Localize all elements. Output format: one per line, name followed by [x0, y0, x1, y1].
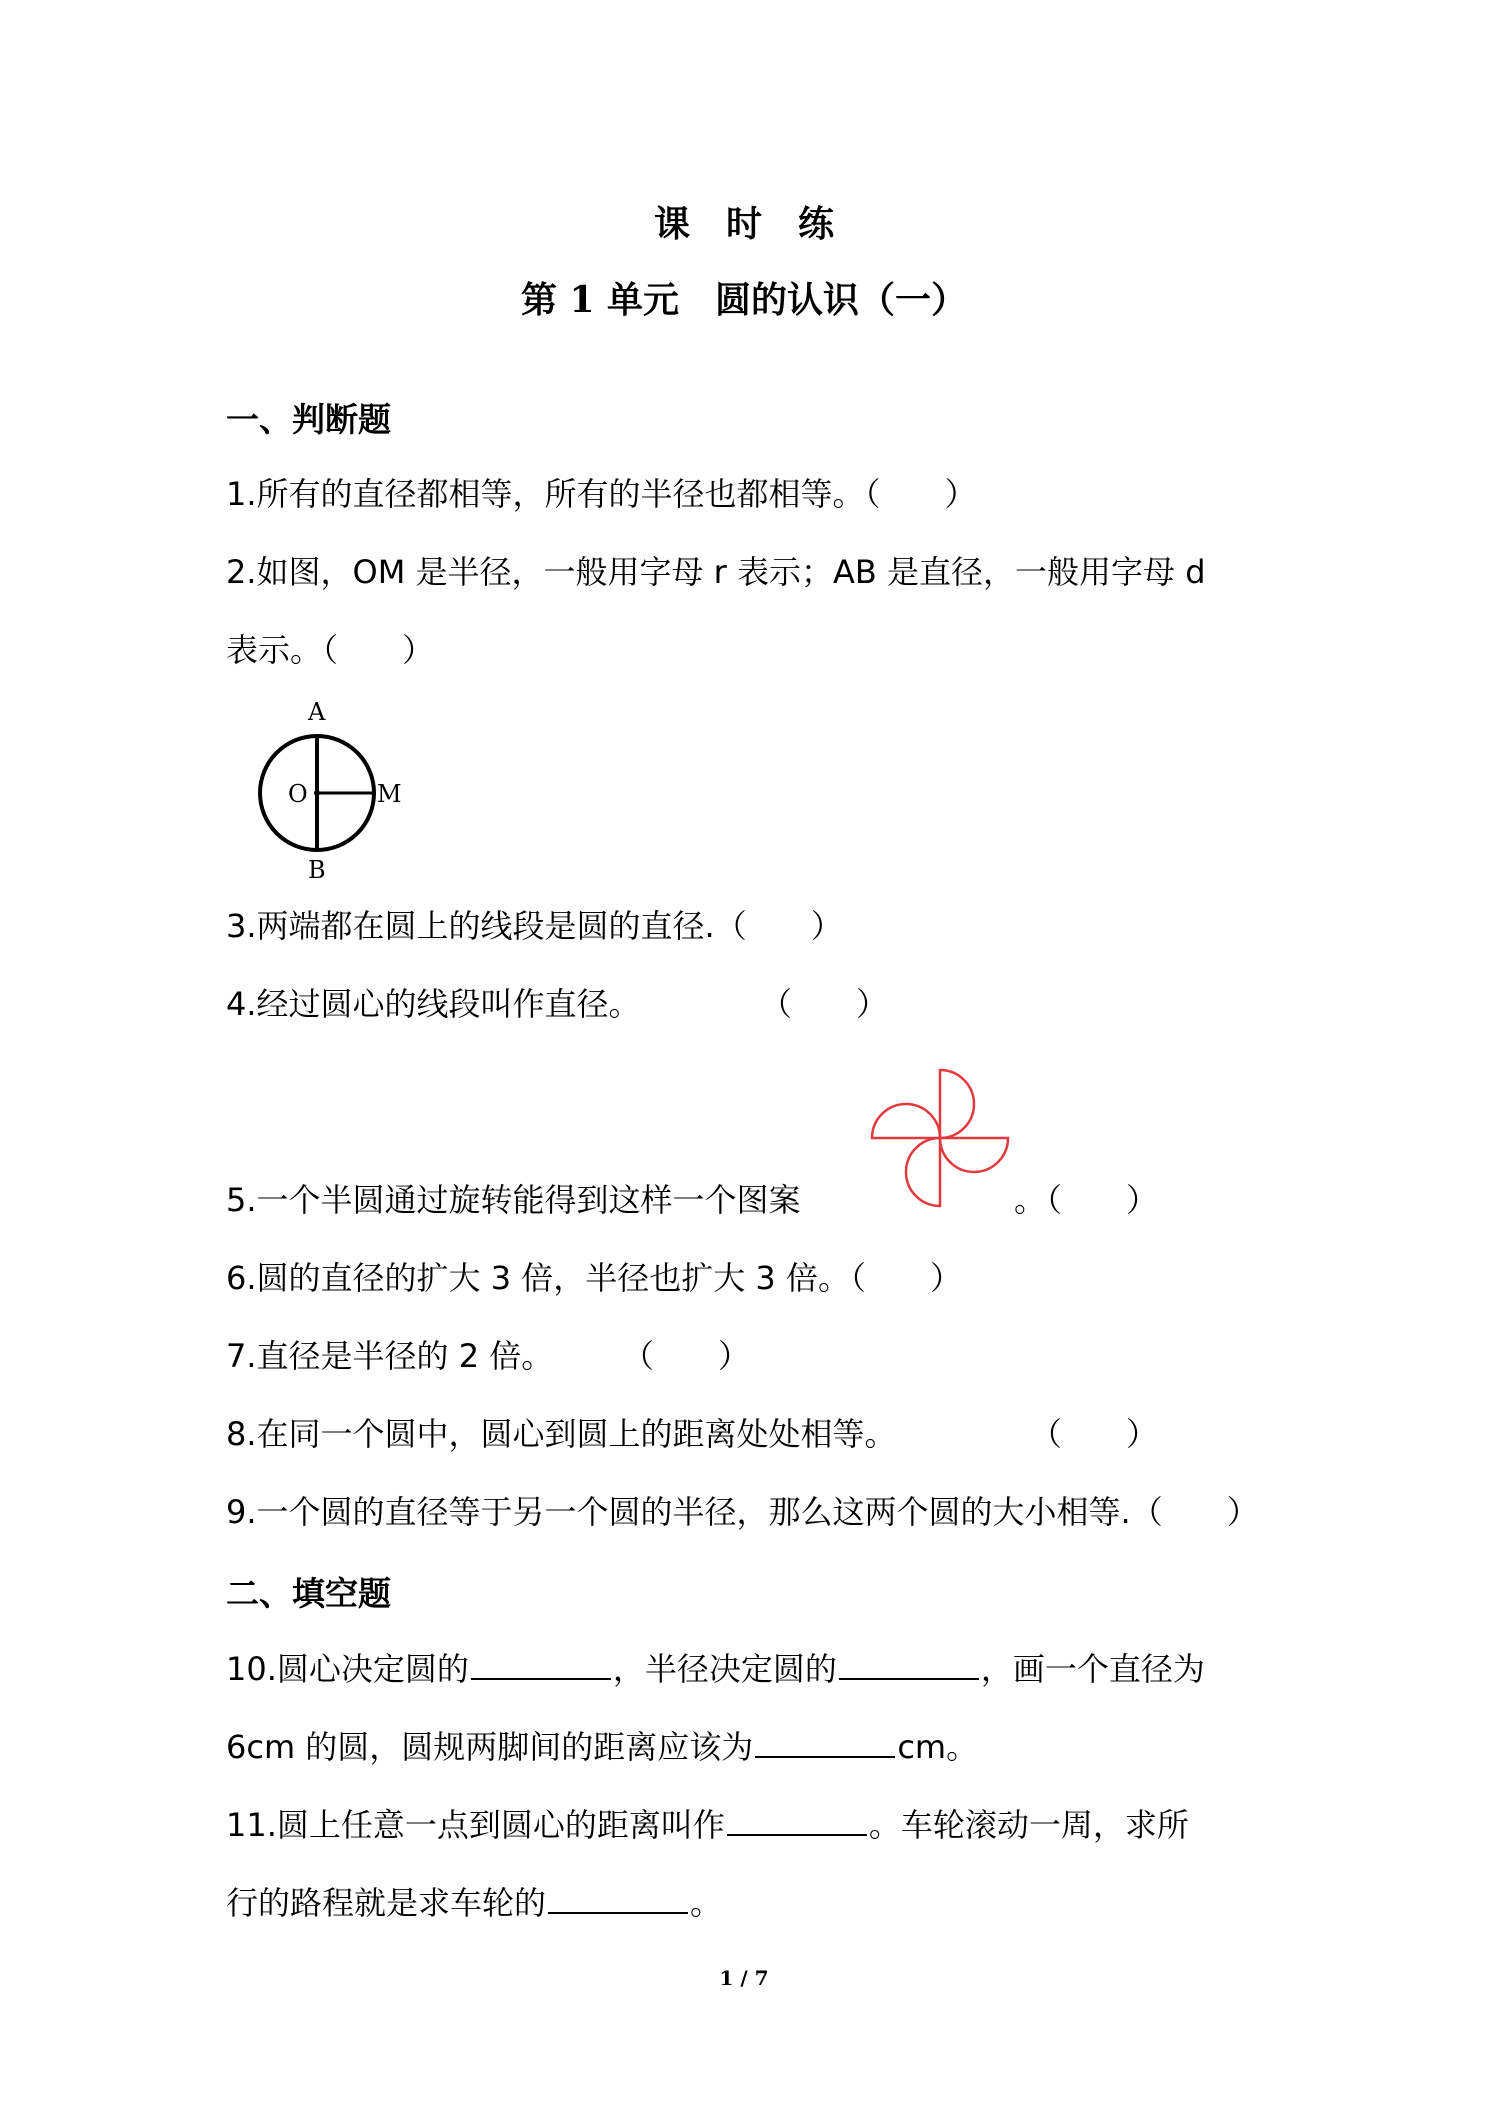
label-m: M: [377, 780, 402, 808]
question-10-line-2: [226, 1726, 978, 1767]
question-10-text-c: ，画一个直径为: [980, 1650, 1205, 1688]
question-7: 7.直径是半径的 2 倍。: [226, 1337, 554, 1375]
pinwheel-blade-bottom: [906, 1138, 940, 1206]
question-4: 4.经过圆心的线段叫作直径。: [226, 985, 641, 1023]
question-11-line-1: [226, 1804, 1189, 1845]
label-b: B: [308, 856, 326, 884]
question-10-text-b: ，半径决定圆的: [612, 1650, 837, 1688]
label-o: O: [288, 780, 308, 808]
question-10-line-1: [226, 1648, 1205, 1689]
question-2-line-1: 2.如图，OM 是半径，一般用字母 r 表示；AB 是直径，一般用字母 d: [226, 553, 1206, 591]
pinwheel-blade-left: [872, 1104, 940, 1138]
question-5-answer-paren: 。（ ）: [1014, 1181, 1159, 1219]
question-11-text-d: 。: [690, 1884, 723, 1922]
question-7-answer-paren: （ ）: [622, 1337, 751, 1375]
question-1: 1.所有的直径都相等，所有的半径也都相等。（ ）: [226, 475, 977, 513]
question-9: 9.一个圆的直径等于另一个圆的半径，那么这两个圆的大小相等.（ ）: [226, 1493, 1259, 1531]
section-heading-fill-blank: 二、填空题: [226, 1574, 391, 1613]
label-a: A: [308, 698, 326, 726]
question-8-answer-paren: （ ）: [1030, 1415, 1159, 1453]
answer-blank[interactable]: [548, 1882, 688, 1914]
pinwheel-blade-top: [940, 1070, 974, 1138]
question-10-text-a: 10.圆心决定圆的: [226, 1650, 469, 1688]
question-3: 3.两端都在圆上的线段是圆的直径.（ ）: [226, 907, 843, 945]
question-11-text-c: 行的路程就是求车轮的: [226, 1884, 547, 1922]
answer-blank[interactable]: [839, 1648, 979, 1680]
unit-subtitle: 第 1 单元 圆的认识（一）: [520, 279, 968, 321]
answer-blank[interactable]: [755, 1726, 895, 1758]
center-dot: [314, 790, 320, 796]
question-2-line-2: 表示。（ ）: [226, 631, 435, 669]
question-11-text-a: 11.圆上任意一点到圆心的距离叫作: [226, 1806, 725, 1844]
section-heading-judgement: 一、判断题: [226, 400, 391, 439]
pinwheel-blade-right: [940, 1138, 1008, 1172]
question-11-text-b: 。车轮滚动一周，求所: [868, 1806, 1189, 1844]
question-4-answer-paren: （ ）: [760, 985, 889, 1023]
circle-diagram: [240, 690, 420, 890]
question-11-line-2: [226, 1882, 722, 1923]
answer-blank[interactable]: [727, 1804, 867, 1836]
pinwheel-figure: [870, 1068, 1010, 1208]
question-6: 6.圆的直径的扩大 3 倍，半径也扩大 3 倍。（ ）: [226, 1259, 962, 1297]
question-8: 8.在同一个圆中，圆心到圆上的距离处处相等。: [226, 1415, 897, 1453]
page-title: 课 时 练: [653, 203, 834, 245]
question-5: 5.一个半圆通过旋转能得到这样一个图案: [226, 1181, 801, 1219]
page-number: 1 / 7: [719, 1966, 769, 1990]
question-10-text-e: cm。: [897, 1728, 979, 1766]
answer-blank[interactable]: [471, 1648, 611, 1680]
question-10-text-d: 6cm 的圆，圆规两脚间的距离应该为: [226, 1728, 754, 1766]
